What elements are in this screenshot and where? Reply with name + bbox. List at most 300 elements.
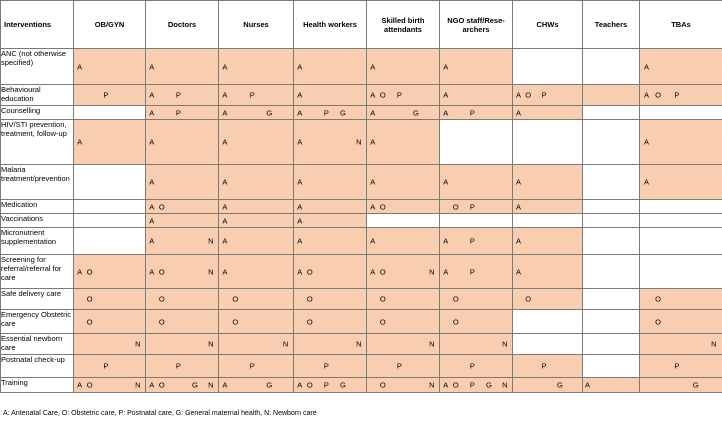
care-code: O: [525, 294, 532, 304]
table-cell: [74, 228, 146, 255]
table-cell: [146, 165, 219, 200]
table-cell: [74, 289, 146, 310]
intervention-label: ANC (not otherwise specified): [1, 49, 74, 85]
care-code: P: [323, 108, 329, 117]
care-code: O: [306, 380, 313, 390]
table-cell: [74, 334, 146, 355]
table-cell: [513, 255, 583, 289]
table-cell: [440, 106, 513, 120]
table-row: [1, 49, 722, 85]
care-code: P: [674, 90, 680, 100]
care-code: A: [297, 236, 303, 246]
table-cell: [513, 200, 583, 214]
care-code: A: [644, 137, 650, 147]
table-cell: [146, 120, 219, 165]
intervention-label: Malaria treatment/prevention: [1, 165, 74, 200]
care-code: N: [429, 380, 435, 390]
table-cell: [640, 214, 722, 228]
care-code: A: [584, 380, 590, 390]
table-cell: [294, 85, 367, 106]
table-cell: [583, 49, 640, 85]
care-code: A: [370, 62, 376, 71]
table-cell: [146, 214, 219, 228]
care-code: O: [379, 267, 386, 276]
table-cell: [640, 310, 722, 334]
table-cell: [367, 120, 440, 165]
table-cell: [219, 120, 294, 165]
table-cell: [513, 228, 583, 255]
care-code: G: [266, 108, 273, 117]
table-cell: [146, 355, 219, 378]
care-code: A: [370, 90, 376, 100]
table-cell: [440, 228, 513, 255]
table-cell: [219, 310, 294, 334]
table-cell: [640, 255, 722, 289]
care-code: A: [443, 108, 449, 117]
care-code: A: [370, 267, 376, 276]
table-cell: [367, 289, 440, 310]
table-cell: [294, 310, 367, 334]
care-code: O: [306, 317, 313, 326]
table-row: [1, 334, 722, 355]
care-code: G: [340, 108, 346, 117]
care-code: A: [222, 108, 228, 117]
care-code: A: [149, 177, 155, 187]
table-cell: [146, 49, 219, 85]
table-cell: [367, 49, 440, 85]
care-code: A: [77, 267, 83, 276]
table-cell: [294, 255, 367, 289]
care-code: O: [306, 267, 313, 276]
table-cell: [583, 214, 640, 228]
table-cell: [74, 378, 146, 393]
header-row: [1, 1, 722, 49]
footnote: A: Antenatal Care, O: Obstetric care, P: Postnatal care, G: General maternal health, N: Newborn care: [3, 410, 317, 417]
care-code: A: [443, 236, 449, 246]
table-cell: [74, 355, 146, 378]
intervention-label: Training: [1, 378, 74, 393]
care-code: A: [297, 267, 303, 276]
table-row: [1, 85, 722, 106]
care-code: A: [443, 90, 449, 100]
care-code: G: [340, 380, 346, 390]
table-cell: [513, 49, 583, 85]
care-code: N: [208, 339, 214, 349]
column-header: TBAs: [640, 1, 722, 49]
table-cell: [513, 106, 583, 120]
table-cell: [440, 49, 513, 85]
table-cell: [367, 334, 440, 355]
table-cell: [583, 120, 640, 165]
table-cell: [219, 255, 294, 289]
table-row: [1, 106, 722, 120]
care-code: A: [370, 202, 376, 211]
column-header: OB/GYN: [74, 1, 146, 49]
table-cell: [513, 378, 583, 393]
table-cell: [513, 310, 583, 334]
table-cell: [440, 378, 513, 393]
care-code: P: [469, 202, 475, 211]
care-code: G: [192, 380, 198, 390]
care-code: P: [249, 90, 255, 100]
care-code: A: [222, 267, 228, 276]
table-cell: [640, 228, 722, 255]
care-code: P: [103, 90, 109, 100]
table-cell: [440, 120, 513, 165]
column-header: Doctors: [146, 1, 219, 49]
intervention-label: Emergency Obstetric care: [1, 310, 74, 334]
care-code: A: [222, 216, 228, 225]
care-code: A: [516, 177, 522, 187]
column-header: CHWs: [513, 1, 583, 49]
table-cell: [294, 165, 367, 200]
care-code: A: [297, 62, 303, 71]
table-row: [1, 355, 722, 378]
care-code: G: [266, 380, 273, 390]
table-cell: [583, 289, 640, 310]
care-code: O: [452, 317, 459, 326]
table-cell: [219, 200, 294, 214]
care-code: N: [208, 236, 214, 246]
table-cell: [294, 289, 367, 310]
table-cell: [219, 85, 294, 106]
table-cell: [640, 85, 722, 106]
care-code: A: [516, 267, 522, 276]
care-code: A: [297, 380, 303, 390]
table-cell: [146, 289, 219, 310]
table-cell: [146, 334, 219, 355]
table-cell: [513, 334, 583, 355]
care-code: A: [516, 236, 522, 246]
table-cell: [640, 106, 722, 120]
care-code: O: [86, 294, 93, 304]
care-code: A: [222, 202, 228, 211]
intervention-label: Postnatal check-up: [1, 355, 74, 378]
care-code: O: [655, 294, 661, 304]
care-code: N: [429, 339, 435, 349]
care-code: O: [232, 317, 239, 326]
care-code: P: [175, 361, 181, 371]
table-cell: [367, 106, 440, 120]
care-code: N: [356, 137, 362, 147]
care-code: A: [443, 267, 449, 276]
table-cell: [640, 289, 722, 310]
table-cell: [294, 106, 367, 120]
table-cell: [367, 355, 440, 378]
table-cell: [640, 49, 722, 85]
care-code: G: [692, 380, 699, 390]
table-cell: [219, 355, 294, 378]
table-cell: [367, 165, 440, 200]
table-cell: [640, 378, 722, 393]
care-code: N: [356, 339, 362, 349]
table-cell: [513, 85, 583, 106]
intervention-label: Essential newborn care: [1, 334, 74, 355]
table-cell: [583, 165, 640, 200]
table-cell: [583, 334, 640, 355]
care-code: P: [175, 90, 181, 100]
care-code: A: [222, 62, 228, 71]
care-code: A: [370, 236, 376, 246]
table-cell: [513, 120, 583, 165]
care-code: P: [323, 380, 329, 390]
table-cell: [440, 355, 513, 378]
table-cell: [74, 214, 146, 228]
table-row: [1, 200, 722, 214]
table-cell: [583, 378, 640, 393]
table-cell: [74, 106, 146, 120]
column-header: Health workers: [294, 1, 367, 49]
table-row: [1, 165, 722, 200]
table-cell: [440, 85, 513, 106]
table-cell: [583, 355, 640, 378]
table-row: [1, 289, 722, 310]
intervention-label: Safe delivery care: [1, 289, 74, 310]
table-cell: [146, 378, 219, 393]
care-code: N: [208, 267, 214, 276]
care-code: G: [556, 380, 563, 390]
table-cell: [74, 120, 146, 165]
care-code: A: [516, 202, 522, 211]
table-cell: [74, 49, 146, 85]
care-code: O: [452, 380, 459, 390]
care-code: A: [297, 90, 303, 100]
table-cell: [440, 255, 513, 289]
care-code: O: [379, 317, 386, 326]
care-code: A: [149, 216, 155, 225]
table-cell: [219, 289, 294, 310]
table-cell: [367, 214, 440, 228]
table-cell: [440, 214, 513, 228]
care-code: N: [135, 339, 141, 349]
care-code: N: [208, 380, 214, 390]
care-code: N: [502, 380, 508, 390]
care-code: N: [282, 339, 289, 349]
care-code: O: [306, 294, 313, 304]
table-cell: [440, 289, 513, 310]
table-cell: [219, 228, 294, 255]
care-code: G: [413, 108, 419, 117]
care-code: A: [149, 380, 155, 390]
table-cell: [367, 228, 440, 255]
table-cell: [219, 334, 294, 355]
care-code: N: [502, 339, 508, 349]
table-cell: [583, 200, 640, 214]
table-cell: [440, 334, 513, 355]
table-cell: [294, 214, 367, 228]
care-code: O: [655, 90, 661, 100]
table-cell: [146, 255, 219, 289]
care-code: N: [135, 380, 141, 390]
care-code: P: [249, 361, 255, 371]
care-code: P: [469, 267, 475, 276]
table-cell: [74, 85, 146, 106]
table-cell: [513, 214, 583, 228]
table-cell: [219, 165, 294, 200]
table-cell: [440, 310, 513, 334]
care-code: O: [525, 90, 532, 100]
table-cell: [583, 255, 640, 289]
column-header: NGO staff/Rese-archers: [440, 1, 513, 49]
care-code: A: [370, 177, 376, 187]
care-code: P: [396, 361, 402, 371]
table-row: [1, 310, 722, 334]
intervention-label: Counselling: [1, 106, 74, 120]
care-code: A: [222, 380, 228, 390]
care-code: A: [297, 137, 303, 147]
care-code: O: [379, 294, 386, 304]
table-cell: [367, 85, 440, 106]
table-cell: [513, 355, 583, 378]
care-code: A: [370, 137, 376, 147]
care-code: P: [674, 361, 680, 371]
care-code: P: [469, 380, 475, 390]
care-code: O: [86, 267, 93, 276]
table-cell: [440, 200, 513, 214]
intervention-label: HIV/STI prevention, treatment, follow-up: [1, 120, 74, 165]
care-code: P: [541, 90, 547, 100]
intervention-label: Micronutrient supplementation: [1, 228, 74, 255]
table-row: [1, 378, 722, 393]
care-code: A: [516, 108, 522, 117]
table-cell: [367, 255, 440, 289]
intervention-label: Behavioural education: [1, 85, 74, 106]
care-code: P: [469, 236, 475, 246]
table-cell: [640, 200, 722, 214]
table-cell: [219, 106, 294, 120]
care-code: O: [86, 380, 93, 390]
table-cell: [146, 228, 219, 255]
care-code: A: [297, 216, 303, 225]
table-cell: [640, 165, 722, 200]
table-cell: [74, 165, 146, 200]
table-cell: [74, 200, 146, 214]
care-code: A: [222, 137, 228, 147]
table-cell: [294, 200, 367, 214]
care-code: O: [158, 317, 165, 326]
table-cell: [583, 310, 640, 334]
care-code: A: [149, 62, 155, 71]
table-cell: [367, 310, 440, 334]
table-cell: [146, 106, 219, 120]
care-code: A: [297, 202, 303, 211]
table-cell: [146, 85, 219, 106]
table-cell: [640, 355, 722, 378]
care-code: A: [443, 177, 449, 187]
column-header: Teachers: [583, 1, 640, 49]
care-code: A: [77, 380, 83, 390]
table-cell: [294, 355, 367, 378]
care-code: A: [516, 90, 522, 100]
table-cell: [146, 200, 219, 214]
care-code: A: [443, 380, 449, 390]
care-code: A: [149, 267, 155, 276]
care-code: A: [77, 137, 83, 147]
table-cell: [583, 106, 640, 120]
table-cell: [294, 49, 367, 85]
column-header: Skilled birth attendants: [367, 1, 440, 49]
table-cell: [513, 165, 583, 200]
care-code: P: [469, 108, 475, 117]
table-cell: [74, 255, 146, 289]
care-code: A: [222, 236, 228, 246]
table-cell: [219, 378, 294, 393]
care-code: O: [158, 380, 165, 390]
care-code: A: [149, 108, 155, 117]
care-code: A: [149, 236, 155, 246]
care-code: O: [86, 317, 93, 326]
intervention-label: Screening for referral/referral for care: [1, 255, 74, 289]
care-code: O: [379, 202, 386, 211]
care-code: O: [655, 317, 661, 326]
care-code: P: [103, 361, 109, 371]
table-row: [1, 255, 722, 289]
care-code: A: [443, 62, 449, 71]
care-code: O: [158, 202, 165, 211]
care-code: P: [541, 361, 547, 371]
table-cell: [513, 289, 583, 310]
care-code: A: [149, 90, 155, 100]
intervention-label: Medication: [1, 200, 74, 214]
care-code: A: [644, 90, 650, 100]
table-cell: [294, 334, 367, 355]
care-code: A: [222, 90, 228, 100]
care-code: P: [175, 108, 181, 117]
table-cell: [294, 120, 367, 165]
care-code: O: [379, 380, 386, 390]
care-code: P: [396, 90, 402, 100]
table-cell: [294, 228, 367, 255]
table-cell: [583, 85, 640, 106]
table-cell: [640, 120, 722, 165]
table-cell: [640, 334, 722, 355]
care-code: O: [452, 202, 459, 211]
table-cell: [219, 49, 294, 85]
care-code: O: [379, 90, 386, 100]
table-cell: [367, 200, 440, 214]
care-code: A: [370, 108, 376, 117]
care-code: A: [222, 177, 228, 187]
care-code: O: [158, 294, 165, 304]
table-cell: [219, 214, 294, 228]
column-header: Nurses: [219, 1, 294, 49]
care-code: N: [429, 267, 435, 276]
table-cell: [367, 378, 440, 393]
column-header: Interventions: [1, 1, 74, 49]
table-row: [1, 228, 722, 255]
care-code: P: [469, 361, 475, 371]
care-code: N: [711, 339, 717, 349]
care-code: A: [149, 137, 155, 147]
care-code: A: [297, 108, 303, 117]
table-row: [1, 120, 722, 165]
table-row: [1, 214, 722, 228]
table-cell: [440, 165, 513, 200]
care-code: A: [297, 177, 303, 187]
care-code: P: [323, 361, 329, 371]
table-body: [1, 49, 722, 393]
care-code: O: [158, 267, 165, 276]
care-code: A: [644, 177, 650, 187]
table-cell: [74, 310, 146, 334]
care-code: A: [77, 62, 83, 71]
care-code: A: [644, 62, 650, 71]
care-code: A: [149, 202, 155, 211]
care-code: O: [232, 294, 239, 304]
table-cell: [146, 310, 219, 334]
care-code: G: [486, 380, 492, 390]
table-cell: [583, 228, 640, 255]
